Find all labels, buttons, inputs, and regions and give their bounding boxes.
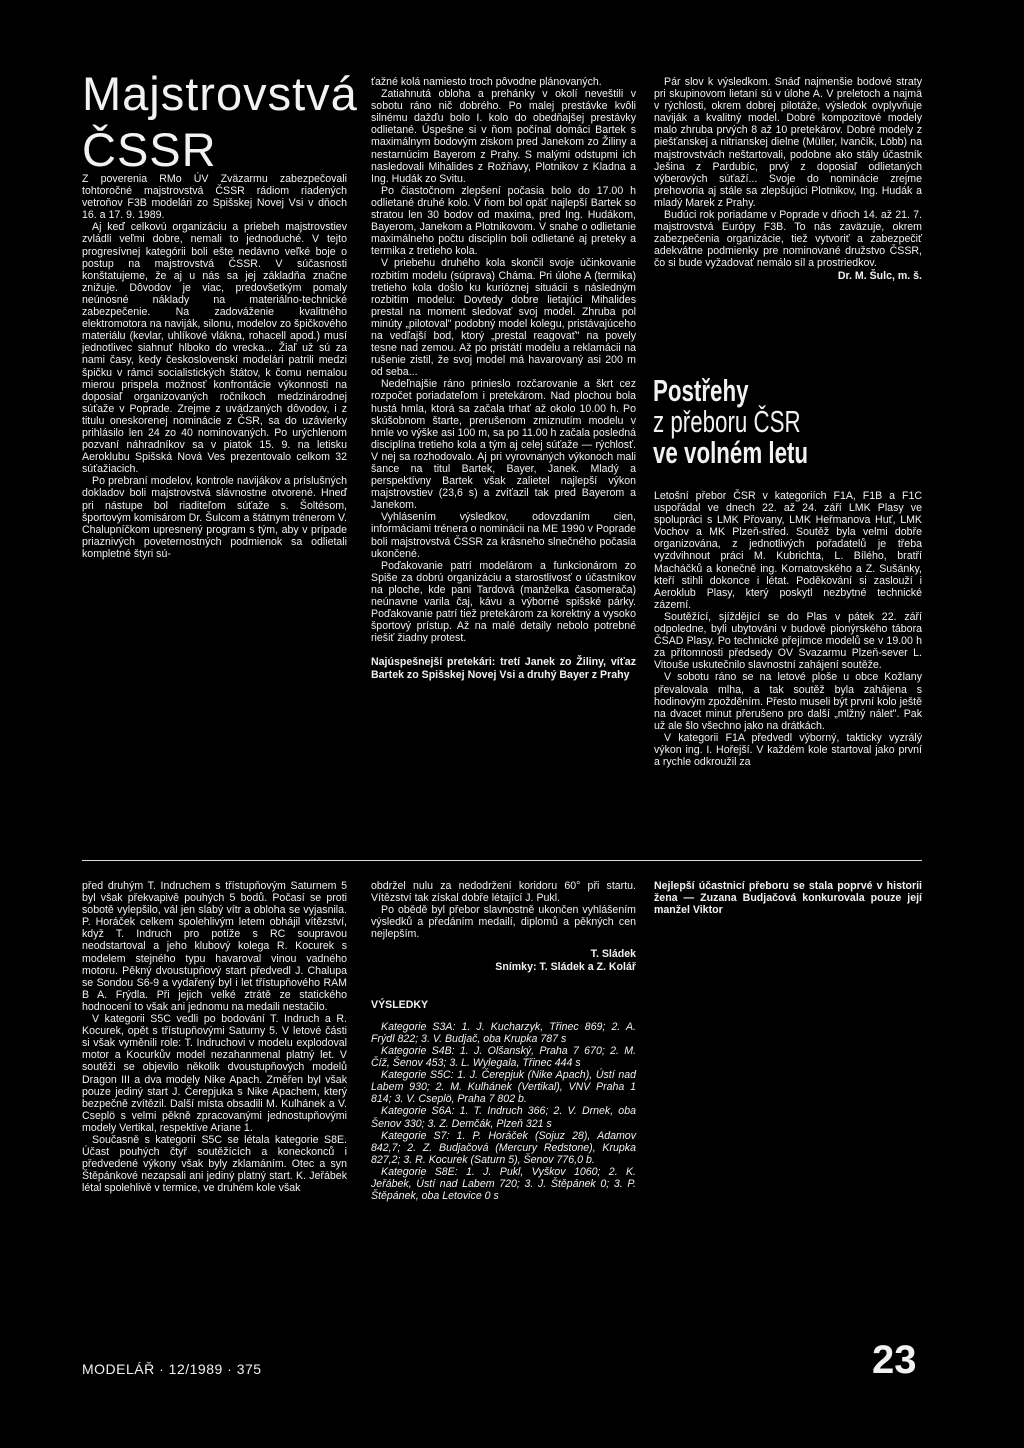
bottom-middle-column <box>371 880 636 1202</box>
middle-column <box>371 76 636 681</box>
results-heading: VÝSLEDKY <box>371 998 429 1011</box>
photo-caption: Nejlepší účastnicí přeboru se stala poprvé v historii žena — Zuzana Budjačová konkurovala pouze její manžel Viktor <box>654 880 922 917</box>
bottom-right-caption <box>654 880 922 916</box>
paragraph: Pár slov k výsledkom. Snáď najmenšie bodové straty pri skupinovom lietaní sú v úlohe A. V preletoch a najmä v rýchlosti, okrem dobrej pilotáže, výsledok ovplyvňuje naviják a kvalitný model. Dobré kompozitové modely malo zhruba prvých 8 až 10 pretekárov. Dobré modely z piešťanskej a nitrianskej dielne (Müller, Ivančík, Löbb) na majstrovstvách neštartovali, podobne ako stály účastník Ješina z Pardubíc, prvý z doposiaľ odlietaných výberových súťaží... Svoje do nominácie zrejme prehovoria aj stále sa zlepšujúci Plotnikov, Ing. Hudák a mladý Marek z Prahy. <box>654 76 922 209</box>
paragraph: Vyhlásením výsledkov, odovzdaním cien, informáciami trénera o nominácii na ME 1990 v Poprade boli majstrovstvá ČSSR za krásneho slnečného počasia ukončené. <box>371 511 636 560</box>
title-line-1: Majstrovstvá <box>82 67 358 120</box>
paragraph: Budúci rok poriadame v Poprade v dňoch 14. až 21. 7. majstrovstvá Európy F3B. To nás zaväzuje, okrem zabezpečenia organizácie, tiež vytvoriť a zabezpečiť adekvátne podmienky pre nominované družstvo ČSSR, čo si bude vyžadovať nemálo síl a prostriedkov. <box>654 209 922 270</box>
second-article-title <box>653 375 819 468</box>
paragraph: Poďakovanie patrí modelárom a funkcionárom zo Spiše za dobrú organizáciu a starostlivosť o účastníkov na ploche, kde pani Tardová (manželka časomerača) neúnavne varila čaj, kávu a výborné spišské párky. Poďakovanie patrí tiež pretekárom za korektný a vysoko športový prístup. Až na malé detaily nebolo potrebné riešiť žiadny protest. <box>371 559 636 645</box>
result-row: Kategorie S7: 1. P. Horáček (Sojuz 28), Adamov 842,7; 2. Z. Budjačová (Mercury Redstone), Krupka 827,2; 3. R. Kocurek (Saturn 5), Šenov 776,0 b. <box>371 1129 636 1166</box>
paragraph: ťažné kolá namiesto troch pôvodne plánovaných. <box>371 76 602 88</box>
author-signature: T. Sládek <box>590 948 636 961</box>
result-row: Kategorie S5C: 1. J. Čerepjuk (Nike Apach), Ústí nad Labem 930; 2. M. Kulhánek (Vertikal), VNV Praha 1 814; 3. V. Cseplö, Praha 7 802 b. <box>371 1069 636 1106</box>
paragraph: Po obědě byl přebor slavnostně ukončen vyhlášením výsledků a předáním medailí, diplomů a pěkných cen nejlepším. <box>371 904 636 941</box>
title-line-1: Postřehy <box>653 373 749 408</box>
result-row: Kategorie S3A: 1. J. Kucharzyk, Třinec 869; 2. A. Frýdl 822; 3. V. Budjač, oba Krupka 787 s <box>371 1020 636 1045</box>
right-column-lower <box>654 490 922 768</box>
paragraph: Letošní přebor ČSR v kategoriích F1A, F1B a F1C uspořádal ve dnech 22. až 24. září LMK Plasy ve spolupráci s LMK Přovany, LMK Heřmanova Huť, LMK Vochov a MK Plzeň-střed. Soutěž byla velmi dobře organizována, z jednotlivých pořadatelů je třeba vyzdvihnout práci M. Kubrichta, L. Bílého, bratří Macháčků a konečně ing. Kornatovského a Z. Sušánky, kteří stihli dokonce i létat. Poděkování si zaslouží i Aeroklub Plasy, který poskytl nezbytné technické zázemí. <box>654 490 922 611</box>
paragraph: Aj keď celkovú organizáciu a priebeh majstrovstiev zvládli veľmi dobre, nemali to jednoduché. V tejto progresívnej kategórii boli ešte nedávno veľké boje o postup na majstrovstvá ČSSR. V súčasnosti konštatujeme, že aj u nás sa jej základňa značne znižuje. Dôvodov je viac, predovšetkým pomaly neúnosné náklady na materiálno-technické zabezpečenie. Na zadováženie kvalitného elektromotora na naviják, silonu, modelov zo špičkového materiálu (kevlar, uhlíkové vlákna, rohacell apod.) musí jednotlivec siahnuť hlboko do vrecka... Žiaľ už sú za nami časy, kedy československí modelári patrili medzi špičku v rámci socialistických štátov, k čomu nemalou mierou prispela možnosť konfrontácie výkonnosti na doposiaľ organizovaných ročníkoch medzinárodnej súťaže v Poprade. Zrejme z uvádzaných dôvodov, i z titulu oneskorenej nominácie z ČSR, sa do uzávierky prihlásilo len 24 zo 40 nominovaných. Po urýchlenom pozvaní náhradníkov sa v piatok 15. 9. na letisku Aeroklubu Spišská Nová Ves prezentovalo celkom 32 súťažiacich. <box>82 221 347 476</box>
page-number: 23 <box>872 1338 917 1382</box>
paragraph: Současně s kategorií S5C se létala kategorie S8E. Účast pouhých čtyř soutěžících a koneckonců i předvedené výkony však byly zklamáním. Otec a syn Štěpánkové nezapsali ani jediný platný start. K. Jeřábek létal spolehlivě v termice, ve druhém kole však <box>82 1133 347 1195</box>
left-column <box>82 173 347 560</box>
paragraph: Zatiahnutá obloha a prehánky v okolí neveštili v sobotu ráno nič dobrého. Po malej prestávke kvôli silnému dažďu bolo I. kolo do obedňajšej prestávky odlietané. Úspešne si v ňom počínal domáci Bartek s maximálnym bodovým ziskom pred Janekom zo Žiliny a nestarnúcim Bayerom z Prahy. S malými odstupmi ich nasledovali Mihalides z Rožňavy, Plotnikov z Kladna a Ing. Hudák zo Svitu. <box>371 88 636 185</box>
paragraph: V priebehu druhého kola skončil svoje účinkovanie rozbitím modelu (súprava) Cháma. Pri úlohe A (termika) tretieho kola došlo ku kurióznej situácii s následným rozbitím modelu: Dovtedy dobre lietajúci Mihalides prestal na moment sledovať svoj model. Zhruba pol minúty „pilotoval" podobný model kolegu, pristávajúceho na vedľajší bod, ktorý „prestal reagovať" na povely tesne nad zemou. Až po pristátí modelu a reklamácii na rušenie zistil, že svoj model má havarovaný asi 200 m od seba... <box>371 257 636 379</box>
paragraph: V kategorii F1A předvedl výborný, takticky vyzrálý výkon ing. I. Hořejší. V každém kole startoval jako první a rychle odkroužil za <box>654 731 922 769</box>
result-row: Kategorie S6A: 1. T. Indruch 366; 2. V. Drnek, oba Šenov 330; 3. Z. Demčák, Plzeň 321 s <box>371 1105 636 1130</box>
paragraph: Nedeľnajšie ráno prinieslo rozčarovanie a škrt cez rozpočet poriadateľom i pretekárom. Nad plochou bola hustá hmla, ktorá sa začala trhať až okolo 10.00 h. Po skúšobnom štarte, prerušenom zmiznutím modelu v hmle vo výške asi 100 m, sa po 11.00 h začala posledná disciplína tretieho kola a tým aj celej súťaže — rýchlosť. V nej sa rozhodovalo. Aj pri vyrovnaných výkonoch mali šance na titul Bartek, Bayer, Janek. Mladý a perspektívny Bartek však zalietel najlepší výkon majstrovstiev (23,6 s) a zvíťazil tak pred Bayerom a Janekom. <box>371 378 636 512</box>
title-line-2: ČSSR <box>82 123 217 176</box>
article-title <box>82 66 358 178</box>
right-column <box>654 76 922 282</box>
intro-paragraph: Z poverenia RMo ÚV Zväzarmu zabezpečovali tohtoročné majstrovstvá ČSSR rádiom riadených vetroňov F3B modelári zo Spišskej Novej Vsi v dňoch 16. a 17. 9. 1989. <box>82 173 347 222</box>
paragraph: V sobotu ráno se na letové ploše u obce Kožlany převalovala mlha, a tak soutěž byla zahájena s hodinovým zpožděním. Přesto museli být první kolo ještě na dvacet minut přerušeno pro další „mlžný nálet". Pak už ale šlo všechno jako na drátkách. <box>654 671 922 732</box>
photo-credit: Snímky: T. Sládek a Z. Kolář <box>495 960 636 973</box>
title-line-3: ve volném letu <box>653 435 809 470</box>
bottom-left-column <box>82 880 347 1194</box>
paragraph: Po čiastočnom zlepšení počasia bolo do 17.00 h odlietané druhé kolo. V ňom bol opäť najlepší Bartek so stratou len 30 bodov od maxima, pred Ing. Hudákom, Bayerom, Janekom a Plotnikovom. V snahe o odlietanie maximálneho počtu disciplín boli odlietané aj preteky a termika z tretieho kola. <box>371 184 636 258</box>
photo-caption: Najúspešnejší pretekári: tretí Janek zo Žiliny, víťaz Bartek zo Spišskej Novej Vsi a druhý Bayer z Prahy <box>371 656 636 681</box>
result-row: Kategorie S8E: 1. J. Pukl, Vyškov 1060; 2. K. Jeřábek, Ústí nad Labem 720; 3. J. Štěpánek 0; 3. P. Štěpánek, oba Letovice 0 s <box>371 1165 636 1203</box>
paragraph: Soutěžící, sjíždějící se do Plas v pátek 22. září odpoledne, byli ubytováni v budově pionýrského tábora ČSAD Plasy. Po technické přejímce modelů se v 19.00 h za přítomnosti předsedy OV Svazarmu Plzeň-sever L. Vitouše uskutečnilo slavnostní zahájení soutěže. <box>654 610 922 672</box>
footer-issue: MODELÁŘ · 12/1989 · 375 <box>82 1361 262 1377</box>
paragraph: V kategorii S5C vedli po bodování T. Indruch a R. Kocurek, opět s třístupňovými Saturny 5. V letové části si však vyměnili role: T. Indruchovi v modelu explodoval motor a Kocurkův model nezahanmenal platný let. V soutěži se objevilo několik dvoustupňových modelů Dragon III a dva modely Nike Apach. Změřen byl však pouze jediný start J. Čerepjuka s Nike Apachem, který bezpečně zvítězil. Další místa obsadili M. Kulhánek a V. Cseplö s velmi pěkně zpracovanými jednostupňovými modely Vertikal, respektive Ariane 1. <box>82 1013 347 1134</box>
result-row: Kategorie S4B: 1. J. Olšanský, Praha 7 670; 2. M. Číž, Šenov 453; 3. L. Wylegala, Třinec 444 s <box>371 1044 636 1070</box>
results-section <box>371 999 636 1203</box>
paragraph: před druhým T. Indruchem s třístupňovým Saturnem 5 byl však překvapivě pouhých 5 bodů. Počasí se proti sobotě vylepšilo, vál jen slabý vítr a obloha se vyjasnila. P. Horáček celkem spolehlivým letem obhájil vítězství, když T. Indruch pro potíže s RC soupravou neodstartoval a jeho klubový kolega R. Kocurek s modelem stejného typu havaroval vinou vadného motoru. Pěkný dvoustupňový start předvedl J. Chalupa se Sondou S6-9 a vydařený byl i let třístupňového RAM B A. Frýdla. Při jejich velké ztrátě ze statického hodnocení to však ani jednomu na medaili nestačilo. <box>82 880 347 1013</box>
author-signature: Dr. M. Šulc, m. š. <box>837 269 922 282</box>
title-line-2: z přeboru ČSR <box>653 404 801 439</box>
divider <box>82 860 922 861</box>
paragraph: Po prebraní modelov, kontrole navijákov a príslušných dokladov boli majstrovstvá slávnostne otvorené. Hneď pri nástupe bol riaditeľom súťaže s. Šoltésom, športovým komisárom Dr. Šulcom a štátnym trénerom V. Chalupníčkom upresnený program s tým, aby v prípade priaznivých poveternostných podmienok sa odlietali kompletné štyri sú- <box>82 475 347 560</box>
paragraph: obdržel nulu za nedodržení koridoru 60° při startu. Vítězství tak získal dobře létající J. Pukl. <box>371 880 636 905</box>
